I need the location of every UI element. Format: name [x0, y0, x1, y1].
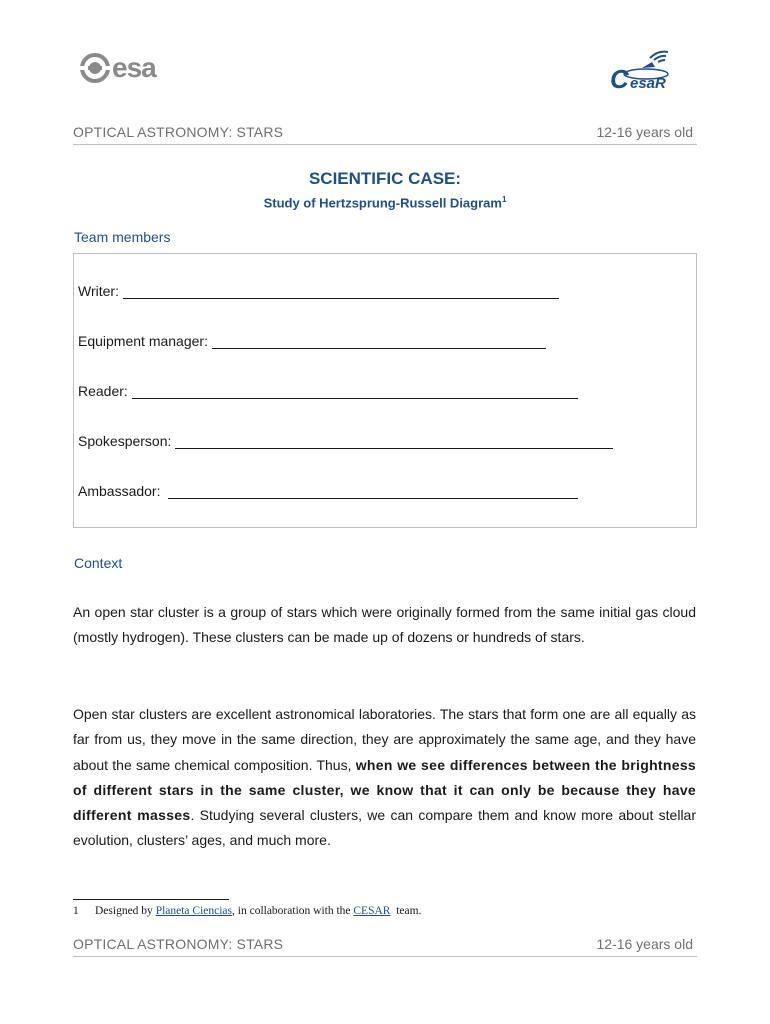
role-label: Spokesperson:	[78, 433, 172, 449]
paragraph-2-emphasis: when we see differences between the brightness of different stars in the same cluster, we know that it can only be because they have different masses	[73, 756, 696, 824]
footnote-text-before: Designed by	[95, 905, 153, 917]
planeta-ciencias-link[interactable]: Planeta Ciencias	[155, 905, 233, 917]
footnote-separator	[73, 899, 229, 900]
case-title: SCIENTIFIC CASE:	[308, 169, 462, 188]
paragraph-2-start: Open star clusters are excellent astronomical laboratories. The stars that form one are all equally as far from us, they move in the same direction, they are approximately the same age, and they have about the same chemical composition. Thus,	[73, 706, 696, 773]
footer-subject: OPTICAL ASTRONOMY: STARS	[73, 936, 284, 952]
role-row-equipment-manager	[78, 333, 546, 349]
role-row-reader	[78, 383, 578, 399]
spokesperson-blank-line[interactable]	[175, 434, 613, 449]
equipment-manager-blank-line[interactable]	[212, 334, 546, 349]
role-label: Reader:	[78, 383, 128, 399]
case-subtitle-text: Study of Hertzsprung-Russell Diagram	[263, 195, 502, 211]
role-label: Equipment manager:	[78, 333, 208, 349]
footer-age-range: 12-16 years old	[596, 936, 693, 952]
case-subtitle	[0, 195, 770, 210]
team-members-box	[73, 253, 697, 528]
footnote-reference: 1	[501, 195, 507, 204]
header-age-range: 12-16 years old	[596, 124, 693, 140]
role-label: Ambassador:	[78, 483, 161, 499]
team-members-heading: Team members	[74, 229, 171, 245]
header-subject: OPTICAL ASTRONOMY: STARS	[73, 124, 284, 140]
role-row-spokesperson	[78, 433, 613, 449]
context-heading: Context	[74, 555, 123, 571]
cesar-link[interactable]: CESAR	[353, 905, 391, 917]
role-label: Writer:	[78, 283, 119, 299]
role-row-ambassador	[78, 483, 578, 499]
esa-logo-text: esa	[112, 52, 156, 83]
running-footer	[73, 934, 697, 957]
esa-swirl-icon	[80, 53, 110, 83]
paragraph-2-end: . Studying several clusters, we can compare them and know more about stellar evolution, clusters’ ages, and much more.	[73, 807, 696, 849]
footnote-number: 1	[73, 905, 79, 917]
cesar-logo-text: esaR	[630, 75, 666, 92]
writer-blank-line[interactable]	[123, 284, 559, 299]
cesar-antenna-icon	[610, 44, 692, 92]
footnote-text-after: team.	[396, 905, 422, 917]
context-paragraph-1: An open star cluster is a group of stars which were originally formed from the same initial gas cloud (mostly hydrogen). These clusters can be made up of dozens or hundreds of stars.	[73, 604, 696, 646]
esa-logo	[80, 52, 156, 84]
role-row-writer	[78, 283, 559, 299]
context-paragraph-2	[73, 702, 696, 854]
footnote	[73, 905, 421, 917]
running-header	[73, 122, 697, 145]
footnote-text-middle: , in collaboration with the	[232, 905, 351, 917]
ambassador-blank-line[interactable]	[168, 484, 578, 499]
cesar-logo	[610, 44, 692, 97]
reader-blank-line[interactable]	[132, 384, 578, 399]
cesar-initial: C	[610, 64, 629, 92]
